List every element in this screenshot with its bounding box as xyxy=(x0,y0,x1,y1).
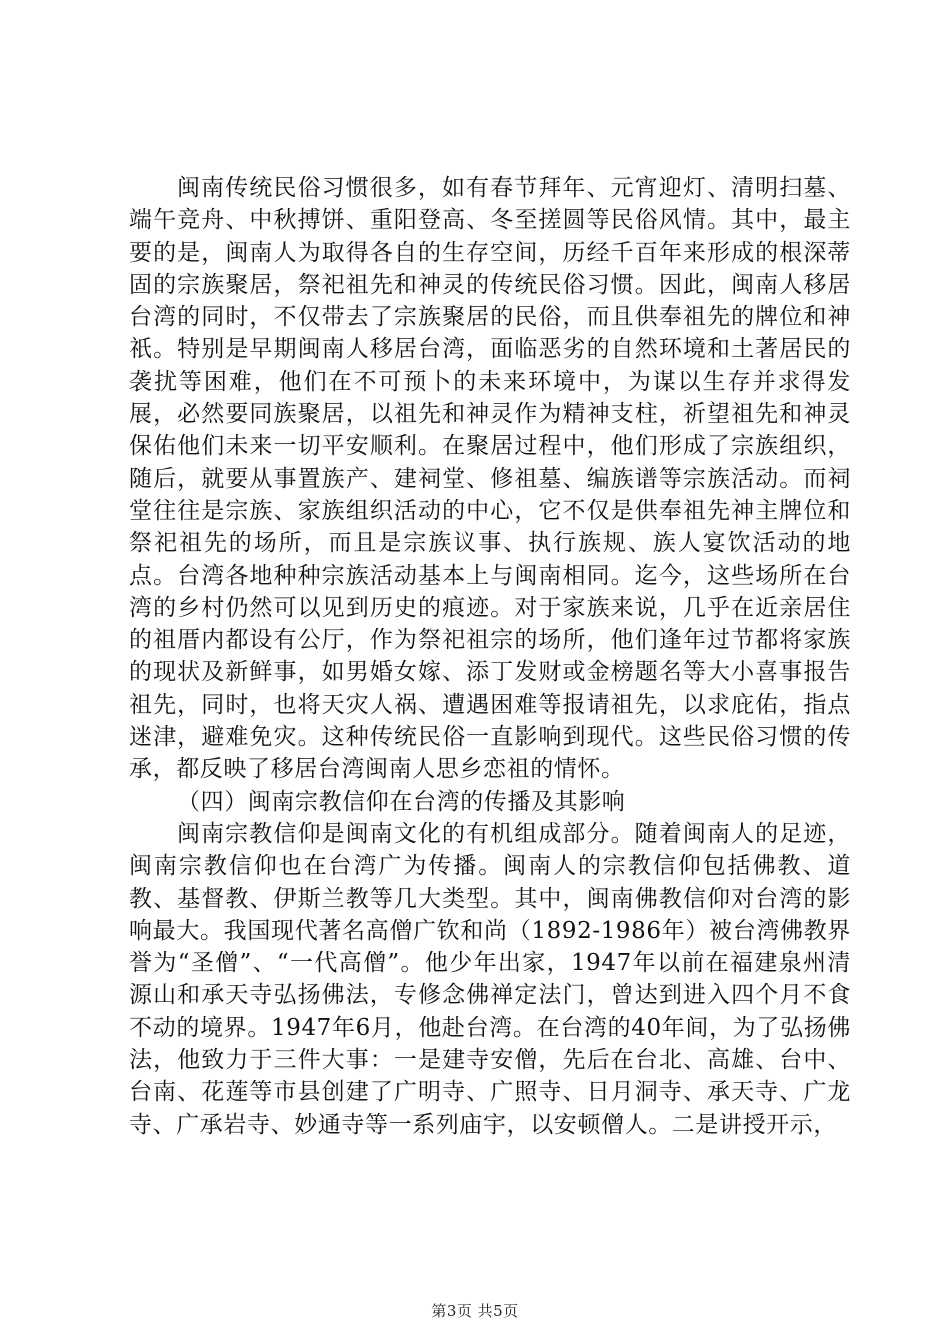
paragraph-folk-customs: 闽南传统民俗习惯很多，如有春节拜年、元宵迎灯、清明扫墓、端午竞舟、中秋搏饼、重阳登高、冬至搓圆等民俗风情。其中，最主要的是，闽南人为取得各自的生存空间，历经千百年来形成的根深蒂固的宗族聚居，祭祀祖先和神灵的传统民俗习惯。因此，闽南人移居台湾的同时，不仅带去了宗族聚居的民俗，而且供奉祖先的牌位和神祇。特别是早期闽南人移居台湾，面临恶劣的自然环境和土著居民的袭扰等困难，他们在不可预卜的未来环境中，为谋以生存并求得发展，必然要同族聚居，以祖先和神灵作为精神支柱，祈望祖先和神灵保佑他们未来一切平安顺利。在聚居过程中，他们形成了宗族组织，随后，就要从事置族产、建祠堂、修祖墓、编族谱等宗族活动。而祠堂往往是宗族、家族组织活动的中心，它不仅是供奉祖先神主牌位和祭祀祖先的场所，而且是宗族议事、执行族规、族人宴饮活动的地点。台湾各地种种宗族活动基本上与闽南相同。迄今，这些场所在台湾的乡村仍然可以见到历史的痕迹。对于家族来说，几乎在近亲居住的祖厝内都设有公厅，作为祭祀祖宗的场所，他们逢年过节都将家族的现状及新鲜事，如男婚女嫁、添丁发财或金榜题名等大小喜事报告祖先，同时，也将天灾人祸、遭遇困难等报请祖先，以求庇佑，指点迷津，避难免灾。这种传统民俗一直影响到现代。这些民俗习惯的传承，都反映了移居台湾闽南人思乡恋祖的情怀。 xyxy=(129,175,851,783)
document-body xyxy=(129,172,851,1141)
paragraph-religious-belief: 闽南宗教信仰是闽南文化的有机组成部分。随着闽南人的足迹，闽南宗教信仰也在台湾广为传播。闽南人的宗教信仰包括佛教、道教、基督教、伊斯兰教等几大类型。其中，闽南佛教信仰对台湾的影响最大。我国现代著名高僧广钦和尚（1892-1986年）被台湾佛教界誉为“圣僧”、“一代高僧”。他少年出家，1947年以前在福建泉州清源山和承天寺弘扬佛法，专修念佛禅定法门，曾达到进入四个月不食不动的境界。1947年6月，他赴台湾。在台湾的40年间，为了弘扬佛法，他致力于三件大事：一是建寺安僧，先后在台北、高雄、台中、台南、花莲等市县创建了广明寺、广照寺、日月洞寺、承天寺、广龙寺、广承岩寺、妙通寺等一系列庙宇，以安顿僧人。二是讲授开示， xyxy=(129,820,851,1138)
section-heading: （四）闽南宗教信仰在台湾的传播及其影响 xyxy=(177,788,626,815)
page-number-footer: 第3页 共5页 xyxy=(431,1302,519,1320)
